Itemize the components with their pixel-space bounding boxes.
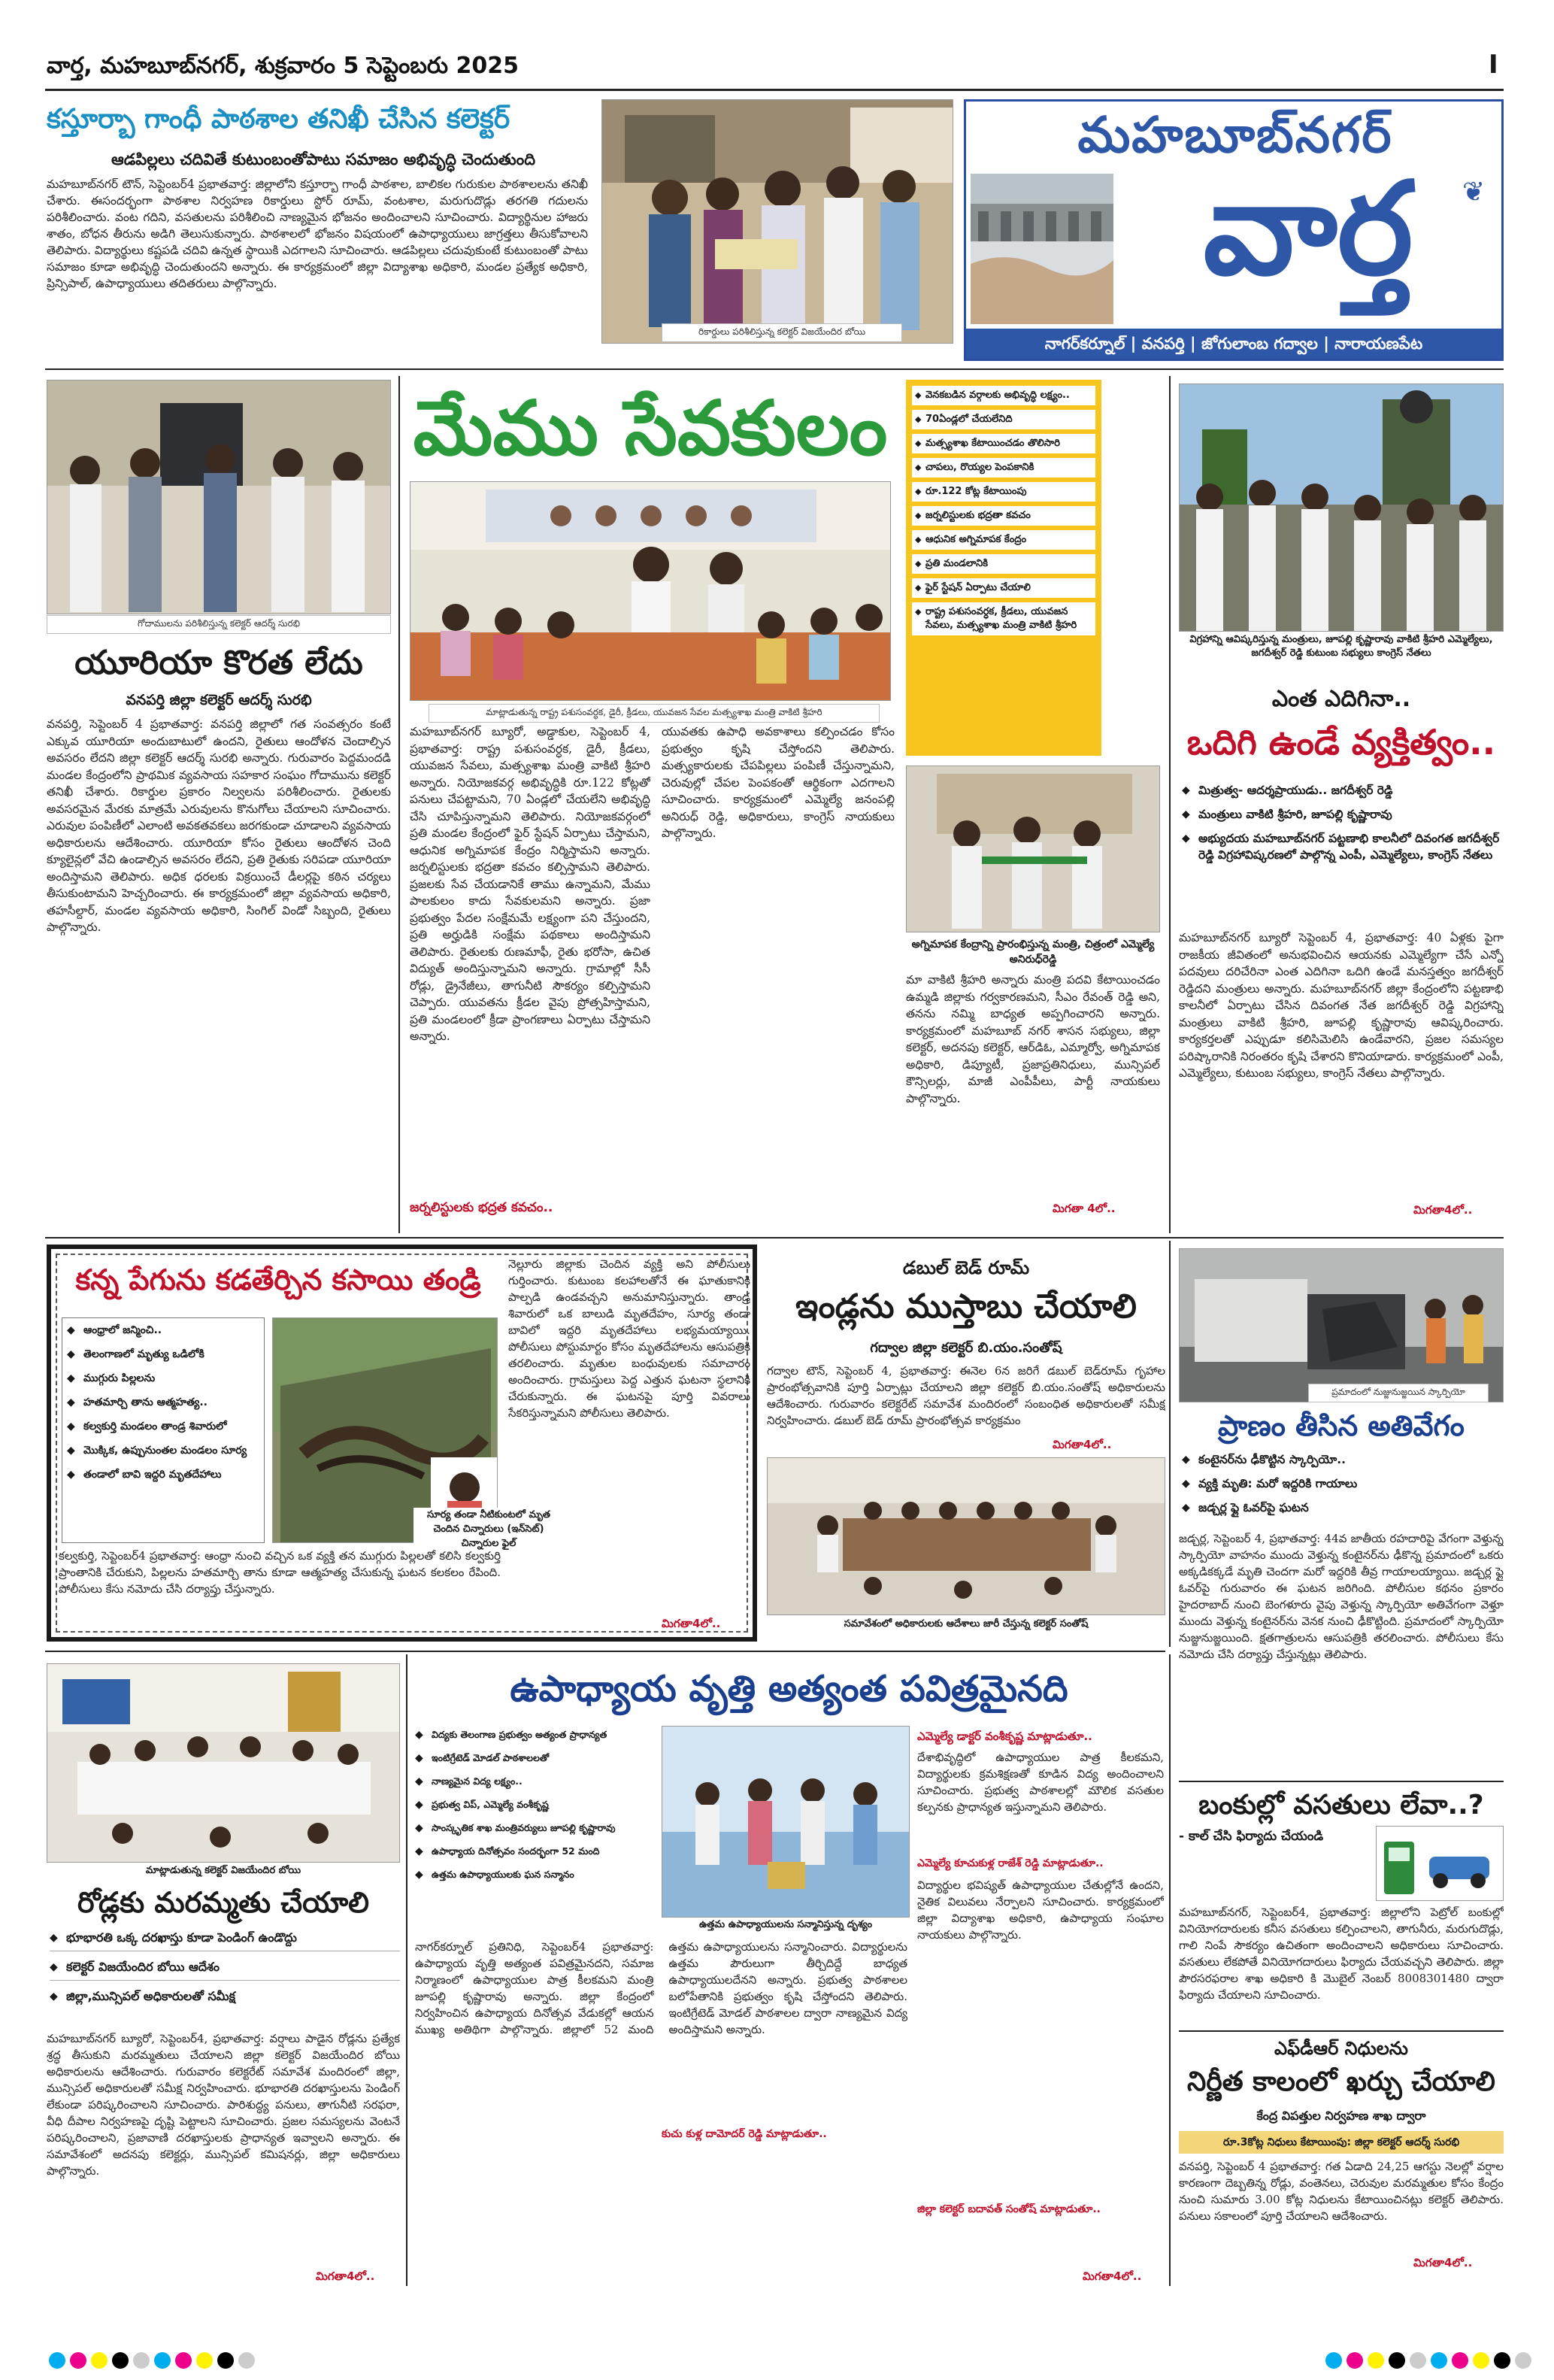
story8-body [1179, 1850, 1371, 1865]
registration-mark [1515, 2352, 1531, 2369]
rule-1 [45, 368, 1504, 370]
story9-more[interactable]: మిగతా4లో.. [1413, 2256, 1473, 2269]
bullet-diamond-icon: ◆ [915, 414, 922, 424]
vrule-4 [1169, 1654, 1171, 2286]
dateline: వార్త, మహబూబ్‌నగర్, శుక్రవారం 5 సెప్టెంబరు 2025 [47, 53, 519, 79]
story3-more[interactable]: మిగతా 4లో.. [1053, 1202, 1116, 1215]
story1-photo [601, 99, 953, 344]
story10-body: మహబూబ్‌నగర్ బ్యూరో, సెప్టెంబర్4, ప్రభాతవార్త: వర్షాలు పాడైన రోడ్లను ప్రత్యేక శ్రద్ధ తీసుకుని మరమ్మతులు చేయాలని జిల్లా కలెక్టర్ విజయేందిర బోయి అధికారులను ఆదేశించారు. గురువారం కలెక్టరేట్ సమావేశ మందిరంలో జిల్లా, మున్సిపల్ అధికారులతో సమీక్ష నిర్వహించారు. భూభారతి దరఖాస్తులను పెండింగ్ లేకుండా పరిష్కరించాలని సూచించారు. పారిశుద్ధ్య పనులు, తాగునీటి సరఫరా, వీధి దీపాల నిర్వహణపై దృష్టి పెట్టాలని సూచించారు. ప్రజల సమస్యలను వెంటనే పరిష్కరించాలని, ప్రజావాణి దరఖాస్తులకు ప్రాధాన్యత ఇవ్వాలని అన్నారు. ఈ సమావేశంలో అదనపు కలెక్టర్లు, మున్సిపల్ కమిషనర్లు, జిల్లా అధికారులు పాల్గొన్నారు. [47, 2032, 400, 2178]
registration-mark [217, 2352, 234, 2369]
story6-headline: ఇండ్లను ముస్తాబు చేయాలి [795, 1287, 1137, 1326]
story3-side-bullet-text: చాపలు, రొయ్యల పెంపకానికి [925, 462, 1034, 473]
story7-bullet: ◆ జడ్చర్ల ఫ్లై ఓవర్‌పై ఘటన [1182, 1499, 1501, 1516]
story4-kicker: ఎంత ఎదిగినా.. [1271, 686, 1411, 712]
story3-inline-caption: అగ్నిమాపక కేంద్రాన్ని ప్రారంభిస్తున్న మంత్రి, చిత్రంలో ఎమ్మెల్యే అనిరుధ్‌రెడ్డి [911, 938, 1155, 966]
registration-mark [1494, 2352, 1510, 2369]
story11-bullet: ◆ ఇంటిగ్రేటెడ్ మోడల్ పాఠశాలలతో [415, 1751, 641, 1765]
story6-caption: సమావేశంలో అధికారులకు ఆదేశాలు జారీ చేస్తున్న కలెక్టర్ సంతోష్ [844, 1618, 1089, 1630]
story4-photo [1179, 384, 1504, 632]
bullet-diamond-icon: ◆ [915, 511, 922, 520]
story4-body: మహబూబ్‌నగర్ బ్యూరో సెప్టెంబర్ 4, ప్రభాతవార్త: 40 ఏళ్లకు పైగా రాజకీయ జీవితంలో అనుభవించిన ఆయనకు ఎమ్మెల్యేగా చేసే ఎన్నో పదవులు దరిచేరినా ఎంత ఎదిగినా ఒదిగి ఉండే మనస్తత్వం జగదీశ్వర్ రెడ్డిదని మంత్రులు అన్నారు. మహబూబ్‌నగర్ జిల్లా కేంద్రంలోని పట్టణాభి కాలనీలో ఏర్పాటు చేసిన దివంగత నేత జగదీశ్వర్ రెడ్డి విగ్రహాన్ని మంత్రులు వాకిటి శ్రీహరి, జూపల్లి కృష్ణారావు ఆవిష్కరించారు. కార్యకర్తలతో ఎప్పుడూ కలిసిమెలిసి ఉండేవారని, ప్రజల సమస్యల పరిష్కారానికి నిరంతరం కృషి చేశారని కొనియాడారు. కార్యక్రమంలో ఎంపీ, ఎమ్మెల్యేలు, కుటుంబ సభ్యులు, కాంగ్రెస్ నేతలు పాల్గొన్నారు. [1179, 931, 1504, 1080]
bullet-diamond-icon: ◆ [915, 559, 922, 568]
story10-more[interactable]: మిగతా4లో.. [316, 2269, 375, 2283]
story9-kicker: ఎఫ్‌డీఆర్ నిధులను [1274, 2038, 1408, 2059]
story3-side-bullet-text: ఫైర్ స్టేషన్ ఏర్పాటు చేయాలి [925, 582, 1031, 593]
brand-districts: నాగర్‌కర్నూల్ | వనపర్తి | జోగులాంబ గద్వాల | నారాయణపేట [966, 329, 1501, 359]
story3-side-bullet [912, 530, 1095, 550]
registration-mark [133, 2352, 150, 2369]
story5-bullet: ◆ తెలంగాణలో మృత్యు ఒడిలోకి [67, 1347, 261, 1362]
registration-marks-right [1323, 2352, 1534, 2372]
story3-side-bullet-text: రూ.122 కోట్ల కేటాయింపు [925, 486, 1027, 497]
story3-side-bullet-text: జర్నలిస్టులకు భద్రతా కవచం [925, 510, 1031, 521]
registration-mark [70, 2352, 86, 2369]
registration-marks-left [47, 2352, 257, 2372]
story3-side-bullet [912, 506, 1095, 526]
story5-body2: నెల్లూరు జిల్లాకు చెందిన వ్యక్తి అని పోలీసులు గుర్తించారు. కుటుంబ కలహాలతోనే ఈ ఘాతుకానికి పాల్పడి ఉండవచ్చని అనుమానిస్తున్నారు. తాండ్ర శివారులో ఒక బాలుడి మృతదేహం, సూర్య తండా బావిలో ఇద్దరి మృతదేహాలు లభ్యమయ్యాయి. పోలీసులు పోస్టుమార్టం కోసం మృతదేహాలను ఆసుపత్రికి తరలించారు. మృతుల బంధువులకు సమాచారం అందించారు. గ్రామస్తులు పెద్ద ఎత్తున ఘటనా స్థలానికి చేరుకున్నారు. ఈ ఘటనపై పూర్తి వివరాలు సేకరిస్తున్నామని పోలీసులు తెలిపారు. [508, 1257, 750, 1420]
registration-mark [49, 2352, 65, 2369]
story4-bullet: ◆ మిత్రుత్వ- ఆదర్శప్రాయుడు.. జగదీశ్వర్ రెడ్డి [1182, 782, 1501, 799]
story6-subhead: గద్వాల జిల్లా కలెక్టర్ బి.యం.సంతోష్ [870, 1340, 1062, 1356]
dam-photo [971, 174, 1113, 324]
story4-more[interactable]: మిగతా4లో.. [1413, 1203, 1473, 1217]
story6-photo [767, 1457, 1165, 1615]
story5-bullet: ◆ మొక్కిక, ఉప్పునుంతల మండలం సూర్య [67, 1443, 261, 1458]
rule-3 [45, 1651, 1165, 1652]
brand-main: వార్త [1203, 155, 1413, 304]
story7-caption: ప్రమాదంలో నుజ్జునుజ్జయిన స్కార్పియో [1308, 1384, 1489, 1402]
story8-photo [1376, 1826, 1504, 1901]
story3-side-bullet [912, 602, 1095, 635]
story3-side-bullet-text: రాష్ట్ర పశుసంవర్ధక, క్రీడలు, యువజన సేవలు, మత్స్యశాఖ మంత్రి వాకిటి శ్రీహరి [925, 606, 1077, 631]
registration-mark [112, 2352, 129, 2369]
story6-kicker: డబుల్ బెడ్ రూమ్ [902, 1257, 1030, 1278]
bullet-diamond-icon: ◆ [915, 462, 922, 472]
story7-bullet: ◆ కంటైనర్‌ను ఢీకొట్టిన స్కార్పియో.. [1182, 1451, 1501, 1468]
story5-bullet: ◆ హతమార్చి తాను ఆత్మహత్య.. [67, 1395, 261, 1410]
story2-headline: యూరియా కొరత లేదు [74, 644, 363, 682]
registration-mark [1389, 2352, 1405, 2369]
masthead-brand [964, 99, 1504, 361]
registration-mark [154, 2352, 171, 2369]
story1-caption: రికార్డులు పరిశీలిస్తున్న కలెక్టర్ విజయేందిర బోయి [662, 323, 902, 342]
registration-mark [91, 2352, 108, 2369]
story3-headline: మేము సేవకులం [413, 384, 888, 472]
story3-side-bullet [912, 434, 1095, 453]
brand-bird-icon: ❦ [1462, 177, 1486, 208]
story9-headline: నిర్ణీత కాలంలో ఖర్చు చేయాలి [1187, 2066, 1495, 2097]
story11-bullets [415, 1728, 641, 1891]
story7-body: జడ్చర్ల, సెప్టెంబర్ 4, ప్రభాతవార్త: 44వ జాతీయ రహదారిపై వేగంగా వెళ్తున్న స్కార్పియో వాహనం ముందు వెళ్తున్న కంటైనర్‌ను ఢీకొన్న ప్రమాదంలో ఒకరు అక్కడికక్కడే మృతి చెందగా మరో ఇద్దరికి తీవ్ర గాయాలయ్యాయి. జడ్చర్ల ఫ్లై ఓవర్‌పై గురువారం ఈ ఘటన జరిగింది. పోలీసుల కథనం ప్రకారం హైదరాబాద్ నుంచి బెంగళూరు వైపు వెళ్తున్న స్కార్పియో అతివేగంగా వెళ్తూ ముందు వెళ్తున్న కంటైనర్‌ను వెనక నుంచి ఢీకొట్టింది. ప్రమాదంలో స్కార్పియో నుజ్జునుజ్జయింది. క్షతగాత్రులను ఆసుపత్రికి తరలించారు. పోలీసులు కేసు నమోదు చేసి దర్యాప్తు చేస్తున్నట్లు తెలిపారు. [1179, 1532, 1504, 1661]
story5-more[interactable]: మిగతా4లో.. [662, 1617, 721, 1630]
bullet-diamond-icon: ◆ [915, 390, 922, 400]
story11-sub4: కుచు కుళ్ల దామోదర్ రెడ్డి మాట్లాడుతూ.. [662, 2128, 908, 2142]
story3-side-bullet [912, 578, 1095, 598]
story11-more[interactable]: మిగతా4లో.. [1083, 2269, 1142, 2283]
story5-headline: కన్న పేగును కడతేర్చిన కసాయి తండ్రి [75, 1263, 481, 1296]
story6-body: గద్వాల టౌన్, సెప్టెంబర్ 4, ప్రభాతవార్త: ఈనెల 6న జరిగే డబుల్ బెడ్‌రూమ్ గృహాల ప్రారంభోత్సవానికి పూర్తి ఏర్పాట్లు చేయాలని జిల్లా కలెక్టర్ బి.యం.సంతోష్ అధికారులను ఆదేశించారు. గురువారం కలెక్టరేట్ సమావేశ మందిరంలో సంబంధిత అధికారులతో సమీక్ష నిర్వహించారు. డబుల్ బెడ్ రూమ్ ప్రారంభోత్సవ కార్యక్రమం [767, 1364, 1165, 1427]
registration-mark [1346, 2352, 1363, 2369]
story10-bullet: ◆ భూభారతి ఒక్క దరఖాస్తు కూడా పెండింగ్ ఉండొద్దు [50, 1930, 400, 1951]
registration-mark [1473, 2352, 1489, 2369]
story1-body: మహబూబ్‌నగర్ టౌన్, సెప్టెంబర్4 ప్రభాతవార్త: జిల్లాలోని కస్తూర్బా గాంధీ పాఠశాల, బాలికల గురుకుల పాఠశాలలను తనిఖీ చేశారు. ఈసందర్భంగా పాఠశాల నిర్వహణ రికార్డులు స్టోర్ రూమ్, వంటశాల, మరుగుదొడ్లు తరగతి గదులను పరిశీలించారు. వంట గదిని, వసతులను పరిశీలించి నాణ్యమైన భోజనం అందించాలని సూచించారు. విద్యార్థినుల హాజరు శాతం, బోధన తీరును అడిగి తెలుసుకున్నారు. పాఠశాలలో భోజనం విషయంలో ఉపాధ్యాయులు జాగ్రత్తలు తీసుకోవాలని తెలిపారు. విద్యార్థులు కష్టపడి చదివి ఉన్నత స్థాయికి ఎదగాలని సూచించారు. ఆడపిల్లలు చదువుకుంటే కుటుంబంతో పాటు సమాజం కూడా అభివృద్ధి చెందుతుందని అన్నారు. ఈ కార్యక్రమంలో జిల్లా విద్యాశాఖ అధికారి, మండల ప్రత్యేక అధికారి, ప్రిన్సిపాల్, ఉపాధ్యాయులు తదితరులు పాల్గొన్నారు. [47, 177, 588, 290]
story10-bullet: ◆ కలెక్టర్ విజయేందిర బోయి ఆదేశం [50, 1959, 400, 1981]
rule-2 [45, 1237, 1504, 1239]
story3-side-bullet [912, 458, 1095, 478]
story7-bullet: ◆ వ్యక్తి మృతి: మరో ఇద్దరికి గాయాలు [1182, 1475, 1501, 1492]
page-number: I [1489, 50, 1498, 80]
story11-bullet: ◆ నాణ్యమైన విద్య లక్ష్యం.. [415, 1775, 641, 1788]
story4-caption: విగ్రహాన్ని ఆవిష్కరిస్తున్న మంత్రులు, జూపల్లి కృష్ణారావు వాకిటి శ్రీహరి ఎమ్మెల్యేలు, జగదీశ్వర్ రెడ్డి కుటుంబ సభ్యులు కాంగ్రెస్ నేతలు [1189, 634, 1493, 659]
story11-sub1: ఎమ్మెల్యే డాక్టర్ వంశీకృష్ణ మాట్లాడుతూ.. [917, 1730, 1092, 1743]
story11-headline: ఉపాధ్యాయ వృత్తి అత్యంత పవిత్రమైనది [510, 1668, 1068, 1710]
story2-subhead: వనపర్తి జిల్లా కలెక్టర్ ఆదర్శ్ సురభి [126, 692, 312, 708]
story9-subhead: కేంద్ర విపత్తుల నిర్వహణ శాఖ ద్వారా [1256, 2109, 1426, 2123]
vrule-1 [398, 376, 400, 1233]
story11-bullet: ◆ విద్యకు తెలంగాణ ప్రభుత్వం అత్యంత ప్రాధాన్యత [415, 1728, 641, 1742]
story3-side-bullet-text: మత్స్యశాఖ కేటాయించడం తొలిసారి [925, 438, 1060, 449]
story5-bullet: ◆ ముగ్గురు పిల్లలను [67, 1371, 261, 1386]
registration-mark [1410, 2352, 1426, 2369]
registration-mark [1431, 2352, 1447, 2369]
story3-side-bullet-text: ప్రతి మండలానికి [925, 558, 989, 569]
registration-mark [238, 2352, 255, 2369]
story4-headline: ఒదిగి ఉండే వ్యక్తిత్వం.. [1186, 722, 1496, 763]
story2-body: వనపర్తి, సెప్టెంబర్ 4 ప్రభాతవార్త: వనపర్తి జిల్లాలో గత సంవత్సరం కంటే ఎక్కువ యూరియా అందుబాటులో ఉందని, రైతులు ఆందోళన చెందాల్సిన అవసరం లేదని జిల్లా కలెక్టర్ ఆదర్శ్ సురభి అన్నారు. గురువారం పెద్దమందడి మండల కేంద్రంలోని ప్రాథమిక వ్యవసాయ సహకార సంఘం గోదామును కలెక్టర్ తనిఖీ చేశారు. రికార్డుల ప్రకారం నిల్వలను పరిశీలించారు. రైతులకు అవసరమైన మేరకు మాత్రమే ఎరువులను కొనుగోలు చేయాలని సూచించారు. ఎరువుల పంపిణీలో ఎలాంటి అవకతవకలు జరగకుండా చూడాలని వ్యవసాయ అధికారులను ఆదేశించారు. యూరియా కోసం రైతులు ఆందోళన చెంది క్యూలైన్లలో వేచి ఉండాల్సిన అవసరం లేదని, ప్రతి రైతుకు సరిపడా యూరియా అందిస్తామని తెలిపారు. అధిక ధరలకు విక్రయించే డీలర్లపై కఠిన చర్యలు తీసుకుంటామని హెచ్చరించారు. ఈ కార్యక్రమంలో జిల్లా వ్యవసాయ అధికారి, తహసీల్దార్, మండల వ్యవసాయ అధికారి, సింగిల్ విండో సిబ్బంది, రైతులు పాల్గొన్నారు. [47, 717, 391, 934]
story3-photo [410, 481, 891, 701]
bullet-diamond-icon: ◆ [915, 487, 922, 496]
vrule-3 [1169, 1241, 1171, 1647]
registration-mark [1452, 2352, 1468, 2369]
registration-mark [1368, 2352, 1384, 2369]
story3-side-bullet-text: ఆధునిక అగ్నిమాపక కేంద్రం [925, 534, 1027, 545]
story7-bullets [1182, 1451, 1501, 1524]
story11-bullet: ◆ సాంస్కృతిక శాఖ మంత్రివర్యులు జూపల్లి కృష్ణారావు [415, 1821, 641, 1835]
story11-bullet: ◆ ఉపాధ్యాయ దినోత్సవం సందర్భంగా 52 మంది [415, 1845, 641, 1858]
story3-side-bullet [912, 386, 1095, 405]
story11-body: నాగర్‌కర్నూల్ ప్రతినిధి, సెప్టెంబర్4 ప్రభాతవార్త: ఉపాధ్యాయ వృత్తి అత్యంత పవిత్రమైనదని, సమాజ నిర్మాణంలో ఉపాధ్యాయుల పాత్ర కీలకమని మంత్రి జూపల్లి కృష్ణారావు అన్నారు. జిల్లా కేంద్రంలో నిర్వహించిన ఉపాధ్యాయ దినోత్సవ వేడుకల్లో ఆయన ముఖ్య అతిథిగా పాల్గొన్నారు. జిల్లాలో 52 మంది ఉత్తమ ఉపాధ్యాయులను సన్మానించారు. విద్యార్థులను ఉత్తమ పౌరులుగా తీర్చిదిద్దే బాధ్యత ఉపాధ్యాయులదేనని అన్నారు. ప్రభుత్వ పాఠశాలల బలోపేతానికి ప్రభుత్వం కృషి చేస్తోందని తెలిపారు. ఇంటిగ్రేటెడ్ మోడల్ పాఠశాలల ద్వారా నాణ్యమైన విద్య అందిస్తామని అన్నారు. [415, 1940, 907, 2036]
story5-body: కల్వకుర్తి, సెప్టెంబర్4 ప్రభాతవార్త: ఆంధ్రా నుంచి వచ్చిన ఒక వ్యక్తి తన ముగ్గురు పిల్లలతో కలిసి కల్వకుర్తి ప్రాంతానికి చేరుకుని, పిల్లలను హతమార్చి తాను కూడా ఆత్మహత్య చేసుకున్న ఘటన కలకలం రేపింది. పోలీసులు కేసు నమోదు చేసి దర్యాప్తు చేస్తున్నారు. [59, 1549, 501, 1596]
story3-inline-photo [906, 766, 1160, 932]
story3-bold-line: జర్నలిస్టులకు భద్రత కవచం.. [410, 1200, 553, 1215]
story11-bullet: ◆ ఉత్తమ ఉపాధ్యాయులకు ఘన సన్మానం [415, 1868, 641, 1881]
bullet-diamond-icon: ◆ [915, 535, 922, 544]
story11-body2: దేశాభివృద్ధిలో ఉపాధ్యాయుల పాత్ర కీలకమని, విద్యార్థులకు క్రమశిక్షణతో కూడిన విద్య అందించాలని సూచించారు. ప్రభుత్వ పాఠశాలల్లో మౌలిక వసతుల కల్పనకు ప్రాధాన్యత ఇస్తున్నామని తెలిపారు. [917, 1751, 1164, 1814]
top-rule [45, 89, 1504, 91]
story10-caption: మాట్లాడుతున్న కలెక్టర్ విజయేందిర బోయి [145, 1865, 301, 1876]
vrule-2 [1169, 376, 1171, 1233]
story4-bullets [1182, 782, 1501, 871]
story4-bullet: ◆ మంత్రులు వాకిటి శ్రీహరి, జూపల్లి కృష్ణారావు [1182, 806, 1501, 823]
story3-body: మహబూబ్‌నగర్ బ్యూరో, అడ్డాకుల, సెప్టెంబర్ 4, ప్రభాతవార్త: రాష్ట్ర పశుసంవర్ధక, డైరీ, క్రీడలు, యువజన సేవలు, మత్స్యశాఖ మంత్రి వాకిటి శ్రీహరి అన్నారు. నియోజకవర్గ అభివృద్ధికి రూ.122 కోట్లతో పనులు చేపట్టామని, 70 ఏండ్లలో చేయలేని అభివృద్ధి చేసి చూపిస్తున్నామని తెలిపారు. నియోజకవర్గంలో ప్రతి మండల కేంద్రంలో ఫైర్ స్టేషన్ ఏర్పాటు చేస్తామని, ఆధునిక అగ్నిమాపక కేంద్రం నిర్మిస్తామని అన్నారు. జర్నలిస్టులకు భద్రతా కవచం కల్పిస్తామని తెలిపారు. ప్రజలకు సేవ చేయడానికే తాము ఉన్నామని, మేము పాలకులం కాదు సేవకులమని అన్నారు. ప్రజా ప్రభుత్వం పేదల సంక్షేమమే లక్ష్యంగా పని చేస్తుందని, ప్రతి అర్హుడికి సంక్షేమ పథకాలు అందిస్తామని తెలిపారు. రైతులకు రుణమాఫీ, రైతు భరోసా, ఉచిత విద్యుత్ అందిస్తున్నామని అన్నారు. గ్రామాల్లో సీసీ రోడ్లు, డ్రైనేజీలు, తాగునీటి సౌకర్యం కల్పిస్తామని చెప్పారు. యువతను క్రీడల వైపు ప్రోత్సహిస్తామని, ప్రతి మండలంలో క్రీడా ప్రాంగణాలు ఏర్పాటు చేస్తామని అన్నారు. [410, 725, 650, 1043]
brand-top: మహబూబ్‌నగర్ [1077, 106, 1393, 164]
story5-bullet: ◆ ఆంధ్రాలో జన్మించి.. [67, 1323, 261, 1338]
story11-caption: ఉత్తమ ఉపాధ్యాయులను సన్మానిస్తున్న దృశ్యం [698, 1919, 873, 1930]
story1-headline: కస్తూర్బా గాంధీ పాఠశాల తనిఖీ చేసిన కలెక్టర్ [47, 104, 510, 135]
story9-body: వనపర్తి, సెప్టెంబర్ 4 ప్రభాతవార్త: గత ఏడాది 24,25 ఆగస్టు నెలల్లో వర్షాల కారణంగా దెబ్బతిన్న రోడ్లు, వంతెనలు, చెరువుల మరమ్మతుల కోసం కేంద్రం నుంచి సుమారు 3.00 కోట్ల నిధులను కేటాయించినట్లు కలెక్టర్ తెలిపారు. పనులు సకాలంలో పూర్తి చేయాలని ఆదేశించారు. [1179, 2160, 1504, 2223]
story9-bar: రూ.3కోట్ల నిధులు కేటాయింపు: జిల్లా కలెక్టర్ ఆదర్శ్ సురభి [1179, 2131, 1504, 2154]
story1-subhead: ఆడపిల్లలు చదివితే కుటుంబంతోపాటు సమాజం అభివృద్ధి చెందుతుంది [111, 150, 536, 168]
story3-side-bullet-text: 70ఏండ్లలో చేయలేనిది [925, 414, 1013, 425]
story2-photo [47, 380, 391, 614]
story6-more[interactable]: మిగతా4లో.. [1053, 1438, 1112, 1451]
story3-body2: యువతకు ఉపాధి అవకాశాలు కల్పించడం కోసం ప్రభుత్వం కృషి చేస్తోందని తెలిపారు. మత్స్యకారులకు చేపపిల్లలు పంపిణీ చేస్తున్నామని, చెరువుల్లో చేపల పెంపకంతో ఆర్థికంగా ఎదగాలని సూచించారు. కార్యక్రమంలో ఎమ్మెల్యే జనంపల్లి అనిరుధ్ రెడ్డి, అధికారులు, కాంగ్రెస్ నాయకులు పాల్గొన్నారు. [662, 725, 895, 840]
story5-bullet-panel [62, 1317, 265, 1543]
story10-headline: రోడ్లకు మరమ్మతు చేయాలి [77, 1886, 369, 1919]
story8-kicker: - కాల్ చేసి ఫిర్యాదు చేయండి [1179, 1829, 1324, 1844]
bullet-diamond-icon: ◆ [915, 583, 922, 593]
story7-photo [1179, 1248, 1504, 1402]
bullet-diamond-icon: ◆ [915, 607, 922, 617]
registration-mark [196, 2352, 213, 2369]
rule-9 [1179, 2030, 1504, 2032]
story7-headline: ప్రాణం తీసిన అతివేగం [1218, 1409, 1465, 1442]
story3-side-bullet [912, 482, 1095, 502]
story3-right-body: మా వాకిటి శ్రీహరి అన్నారు మంత్రి పదవి కేటాయించడం ఉమ్మడి జిల్లాకు గర్వకారణమని, సీఎం రేవంత్ రెడ్డి అని, తనను నమ్మి బాధ్యత అప్పగించారని అన్నారు. కార్యక్రమంలో మహబూబ్ నగర్ శాసన సభ్యులు, జిల్లా కలెక్టర్, అదనపు కలెక్టర్, ఆర్‌డిఓ, ఎమ్మార్వో, అగ్నిమాపక అధికారి, డిప్యూటీ, ప్రజాప్రతినిధులు, మున్సిపల్ కౌన్సిలర్లు, మాజీ ఎంపీపీలు, పార్టీ నాయకులు పాల్గొన్నారు. [906, 973, 1160, 1105]
story11-body3: విద్యార్థుల భవిష్యత్ ఉపాధ్యాయుల చేతుల్లోనే ఉందని, నైతిక విలువలు నేర్పాలని సూచించారు. కార్యక్రమంలో జిల్లా విద్యాశాఖ అధికారి, ఉపాధ్యాయ సంఘాల నాయకులు పాల్గొన్నారు. [917, 1878, 1164, 1942]
registration-mark [1325, 2352, 1342, 2369]
bullet-diamond-icon: ◆ [915, 438, 922, 448]
story5-bullet: ◆ కల్వకుర్తి మండలం తాండ్ర శివారులో [67, 1419, 261, 1434]
story10-bullets [50, 1930, 400, 2012]
story5-bullet: ◆ తండాలో బావి ఇద్దరి మృతదేహాలు [67, 1467, 261, 1482]
story4-bullet: ◆ అభ్యుదయ మహబూబ్‌నగర్ పట్టణాభి కాలనీలో దివంగత జగదీశ్వర్ రెడ్డి విగ్రహావిష్కరణలో పాల్గొన్న ఎంపీ, ఎమ్మెల్యేలు, కాంగ్రెస్ నేతలు [1182, 830, 1501, 863]
story11-sub3: జిల్లా కలెక్టర్ బదావత్ సంతోష్ మాట్లాడుతూ.. [917, 2203, 1101, 2215]
story5-caption: సూర్య తండా నీటికుంటలో మృత చెందిన చిన్నారులు (ఇన్‌సెట్) చిన్నారుల ఫైల్ [413, 1508, 564, 1551]
story10-photo [47, 1663, 400, 1863]
story10-bullet: ◆ జిల్లా,మున్సిపల్ అధికారులతో సమీక్ష [50, 1988, 400, 2005]
story3-side-bullet-text: వెనకబడిన వర్గాలకు అభివృద్ధి లక్ష్యం.. [925, 390, 1070, 401]
vrule-5 [406, 1654, 407, 2286]
story11-bullet: ◆ ప్రభుత్వ విప్, ఎమ్మెల్యే వంశీకృష్ణ [415, 1798, 641, 1812]
story11-photo [662, 1726, 910, 1918]
registration-mark [175, 2352, 192, 2369]
story8-body-visible: మహబూబ్‌నగర్, సెప్టెంబర్4, ప్రభాతవార్త: జిల్లాలోని పెట్రోల్ బంకుల్లో వినియోగదారులకు కనీస వసతులు కల్పించాలని, తాగునీరు, మరుగుదొడ్లు, గాలి నింపే సౌకర్యం ఉచితంగా అందించాలని అధికారులు సూచించారు. వసతులు లేకపోతే వినియోగదారులు ఫిర్యాదు చేయవచ్చని తెలిపారు. జిల్లా పౌరసరఫరాల శాఖ అధికారి కి మొబైల్ నెంబర్ 8008301480 ద్వారా ఫిర్యాదు చేయాలని సూచించారు. [1179, 1906, 1504, 2002]
rule-8 [1179, 1781, 1504, 1782]
story2-caption: గోదాములను పరిశీలిస్తున్న కలెక్టర్ ఆదర్శ్ సురభి [47, 615, 391, 634]
story3-side-panel [906, 380, 1101, 756]
story3-caption: మాట్లాడుతున్న రాష్ట్ర పశుసంవర్ధక, డైరీ, క్రీడలు, యువజన సేవల మత్స్యశాఖ మంత్రి వాకిటి శ్రీహరి [429, 704, 880, 723]
story11-sub2: ఎమ్మెల్యే కూచుకుళ్ల రాజేశ్ రెడ్డి మాట్లాడుతూ.. [917, 1857, 1104, 1869]
story3-side-bullet [912, 554, 1095, 574]
story3-side-bullet [912, 410, 1095, 429]
story8-headline: బంకుల్లో వసతులు లేవా..? [1198, 1790, 1484, 1821]
